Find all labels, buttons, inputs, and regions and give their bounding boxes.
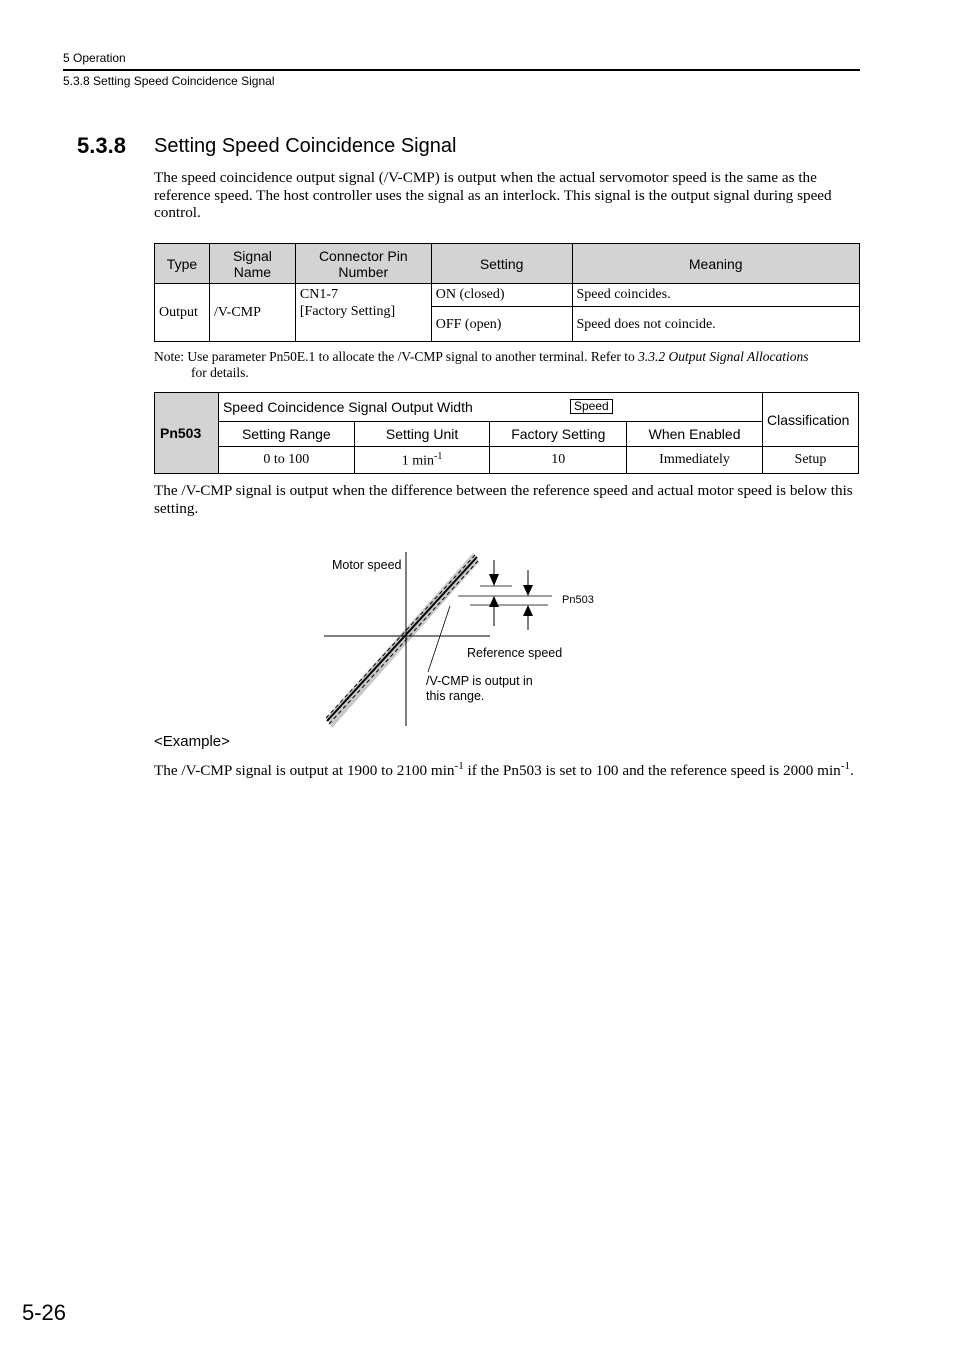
output-range-label-line2: this range. <box>426 689 485 703</box>
header-rule <box>63 69 860 71</box>
header-setting: Setting <box>431 244 572 284</box>
output-range-label-line1: /V-CMP is output in <box>426 674 533 688</box>
header-setting-unit: Setting Unit <box>354 422 490 447</box>
setting-unit-exponent: -1 <box>434 450 443 462</box>
intro-paragraph: The speed coincidence output signal (/V-CMP) is output when the actual servomotor speed is the same as the reference speed. The host controller uses the signal as an interlock. This signal is the output signal during speed control. <box>154 169 832 221</box>
note <box>154 349 860 381</box>
after-paragraph: The /V-CMP signal is output when the difference between the reference speed and actual motor speed is below this setting. <box>154 482 853 517</box>
pin-factory-setting: [Factory Setting] <box>299 304 396 319</box>
arrow-right-bottom-head <box>523 605 533 616</box>
header-type: Type <box>155 244 210 284</box>
example-text-part2: if the Pn503 is set to 100 and the reference speed is 2000 min <box>463 762 841 780</box>
signal-table <box>154 243 860 342</box>
setting-off: OFF (open) <box>431 307 572 342</box>
motor-speed-label: Motor speed <box>332 558 402 572</box>
setting-unit <box>354 447 490 474</box>
example-text-part3: . <box>849 762 854 780</box>
header-chapter: 5 Operation <box>63 51 126 65</box>
speed-tag: Speed <box>570 399 613 414</box>
reference-speed-label: Reference speed <box>467 646 563 660</box>
setting-unit-base: 1 min <box>401 453 435 469</box>
note-reference-link[interactable]: 3.3.2 Output Signal Allocations <box>638 349 809 364</box>
header-meaning: Meaning <box>572 244 860 284</box>
output-label-leader <box>428 606 450 672</box>
page-number: 5-26 <box>22 1300 67 1325</box>
meaning-off: Speed does not coincide. <box>572 307 860 342</box>
pn503-label: Pn503 <box>562 594 594 606</box>
header-connector-pin: Connector Pin Number <box>295 244 431 284</box>
header-factory-setting: Factory Setting <box>490 422 627 447</box>
setting-on: ON (closed) <box>431 284 572 307</box>
param-number: Pn503 <box>155 393 219 474</box>
meaning-on: Speed coincides. <box>572 284 860 307</box>
header-section: 5.3.8 Setting Speed Coincidence Signal <box>63 74 275 88</box>
arrow-left-bottom-head <box>489 596 499 607</box>
setting-range: 0 to 100 <box>218 447 354 474</box>
factory-setting: 10 <box>490 447 627 474</box>
note-suffix: for details. <box>191 365 249 380</box>
speed-coincidence-diagram <box>320 548 594 728</box>
example-exp1: -1 <box>454 760 464 772</box>
param-classification-label: Classification <box>762 393 858 447</box>
classification: Setup <box>762 447 858 474</box>
arrow-right-top-head <box>523 585 533 596</box>
section-number: 5.3.8 <box>77 133 126 158</box>
header-setting-range: Setting Range <box>218 422 354 447</box>
arrow-left-top-head <box>489 574 499 586</box>
signal-name: /V-CMP <box>209 284 295 342</box>
connector-pin <box>295 284 431 342</box>
param-name: Speed Coincidence Signal Output Width <box>218 393 762 422</box>
example-exp2: -1 <box>840 760 850 772</box>
example-text <box>154 756 860 781</box>
parameter-table <box>154 392 859 474</box>
when-enabled: Immediately <box>627 447 763 474</box>
example-heading: <Example> <box>154 733 230 750</box>
header-signal-name: Signal Name <box>209 244 295 284</box>
section-title: Setting Speed Coincidence Signal <box>154 135 457 157</box>
example-text-part1: The /V-CMP signal is output at 1900 to 2100 min <box>154 762 455 780</box>
signal-type: Output <box>155 284 210 342</box>
pin-number: CN1-7 <box>299 287 338 302</box>
note-prefix: Note: Use parameter Pn50E.1 to allocate the /V-CMP signal to another terminal. Refer to <box>154 349 639 364</box>
header-when-enabled: When Enabled <box>627 422 763 447</box>
